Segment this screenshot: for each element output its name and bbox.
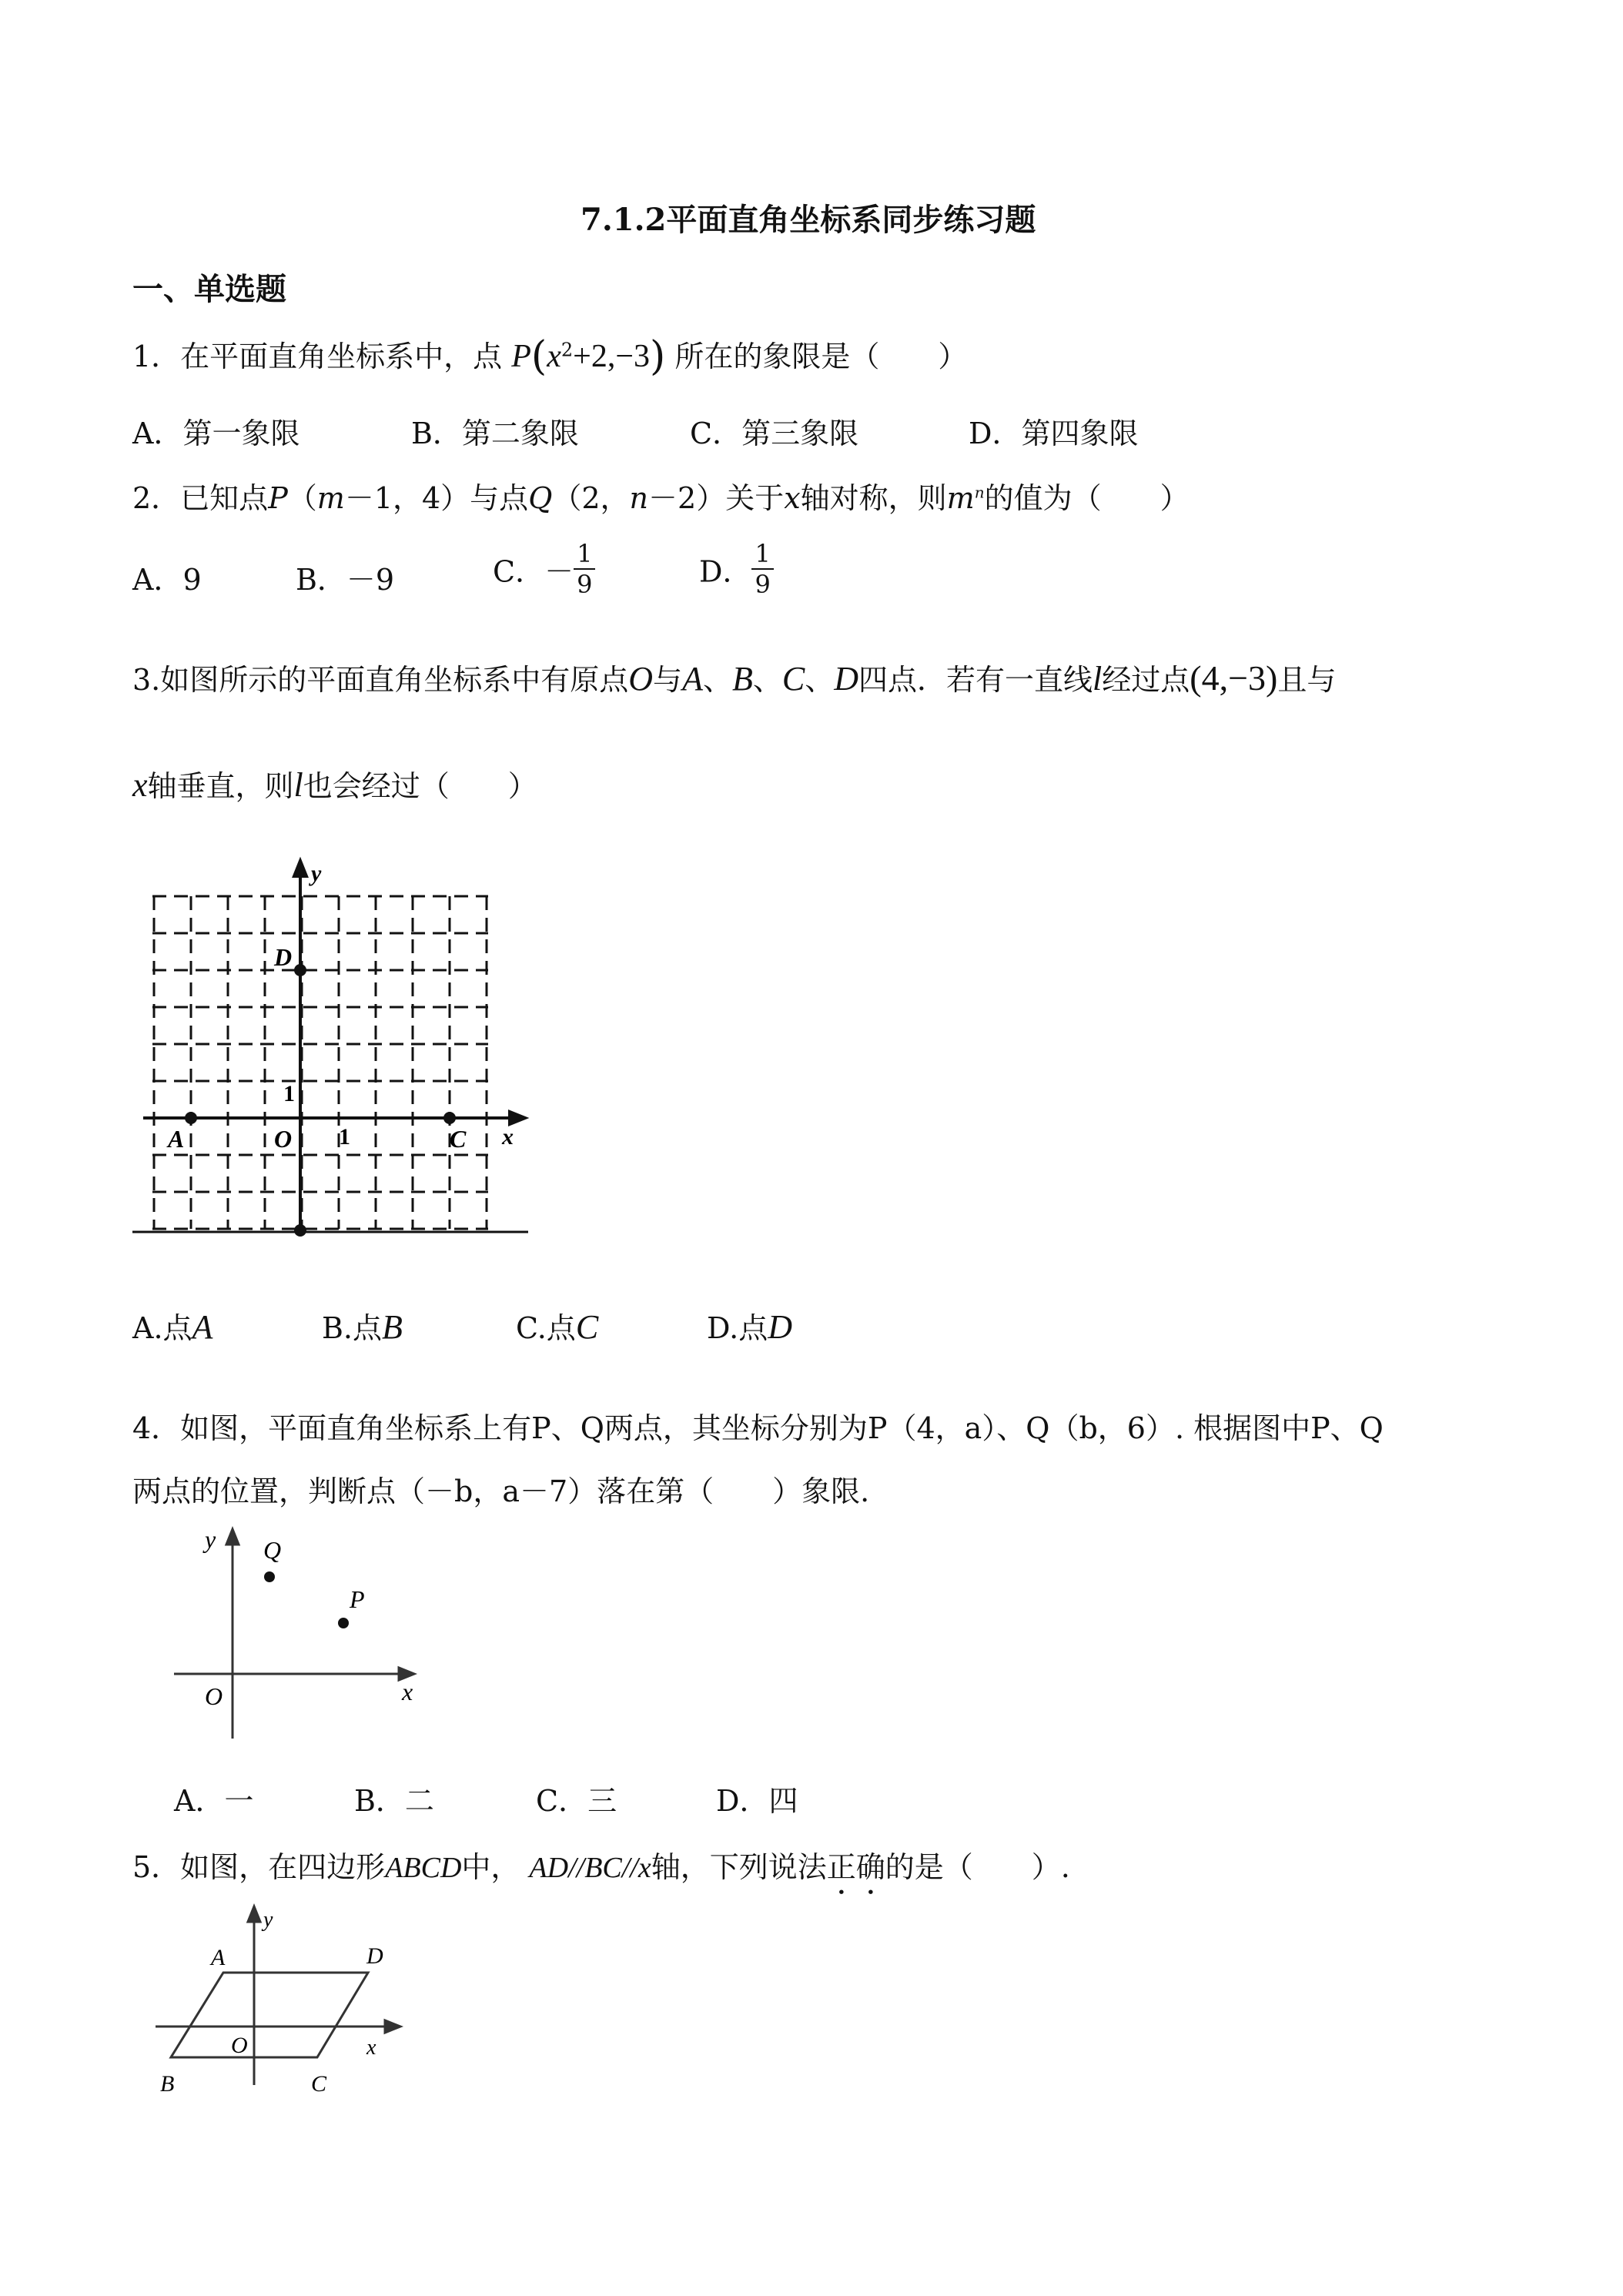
q2-c-denominator: 9 — [577, 570, 593, 599]
q1-point-label: P — [511, 339, 531, 374]
q2-n: n — [629, 481, 649, 515]
q5-label-o: O — [231, 2033, 248, 2058]
q3-label-y: y — [311, 861, 322, 886]
q5-text-2: 中， — [461, 1850, 520, 1884]
q2-option-c[interactable] — [493, 539, 595, 599]
q1-option-b[interactable]: B．第二象限 — [411, 417, 579, 450]
q2-option-d-label: D． — [699, 554, 752, 589]
q3-label-c: C — [450, 1125, 467, 1153]
q3-option-c[interactable] — [516, 1304, 598, 1347]
q3-point-c — [443, 1112, 456, 1124]
q2-m-base: m — [946, 481, 975, 515]
q4-point-q — [264, 1571, 275, 1582]
q3-grid-figure — [123, 855, 539, 1240]
q2-text-1: 2．已知点 — [132, 481, 269, 515]
q3-B: B — [731, 660, 753, 698]
q5-label-a: A — [211, 1945, 226, 1970]
q3-point-origin-bottom — [294, 1224, 306, 1237]
q5-shape: ABCD — [385, 1852, 462, 1884]
q1-rest: +2,−3 — [573, 339, 651, 374]
q3-grid-lines — [152, 896, 488, 1229]
q3-axes — [143, 861, 525, 1232]
question-5 — [132, 1843, 1070, 1901]
q3-option-a[interactable] — [132, 1304, 212, 1347]
q3-label-x: x — [502, 1124, 514, 1150]
q2-text-4: （2， — [552, 481, 630, 515]
q5-figure — [146, 1900, 423, 2100]
q2-Q: Q — [528, 481, 553, 515]
q3-text-5: 且与 — [1277, 663, 1337, 697]
question-4-line-2: 两点的位置，判断点（－b，a－7）落在第（ ）象限. — [132, 1474, 870, 1508]
q2-option-d-fraction — [751, 539, 773, 599]
question-2 — [132, 474, 1190, 517]
q4-label-q: Q — [263, 1536, 282, 1564]
q4-point-p — [338, 1618, 349, 1628]
q2-text-2: （ — [287, 481, 317, 515]
q3-label-d: D — [274, 943, 293, 971]
section-heading: 一、单选题 — [132, 271, 286, 307]
q1-prefix: 1．在平面直角坐标系中，点 — [132, 340, 512, 373]
q3-D: D — [834, 660, 859, 698]
q5-label-y: y — [263, 1908, 273, 1932]
question-3-line-2 — [132, 762, 537, 805]
q2-option-c-fraction — [574, 539, 595, 599]
q5-label-x: x — [366, 2036, 376, 2060]
q1-option-d[interactable]: D．第四象限 — [969, 417, 1139, 450]
q1-option-a[interactable]: A．第一象限 — [132, 417, 300, 450]
q2-n-exponent: n — [974, 483, 985, 502]
q3-label-a: A — [168, 1125, 185, 1153]
q2-text-7: 的值为（ ） — [984, 481, 1190, 515]
q2-x: x — [784, 481, 801, 515]
q3-point-d — [294, 964, 306, 976]
q4-label-o: O — [205, 1682, 223, 1710]
q2-d-denominator: 9 — [755, 570, 771, 599]
q3-sep-3: 、 — [805, 663, 835, 697]
q3-text-3: 四点．若有一直线 — [858, 663, 1093, 697]
q3-l: l — [1093, 660, 1103, 698]
q5-text-4: 的是（ ）. — [885, 1850, 1070, 1884]
q3-text-4: 经过点 — [1102, 663, 1190, 697]
q3-option-b-var: B — [382, 1308, 403, 1346]
q3-option-d[interactable] — [707, 1304, 792, 1347]
q1-close-paren: ) — [650, 333, 666, 380]
q2-P: P — [268, 481, 288, 515]
q3-option-b-label: B.点 — [322, 1311, 383, 1345]
page-title: 7.1.2平面直角坐标系同步练习题 — [581, 202, 1036, 238]
q3-O: O — [628, 660, 654, 698]
q2-text-5: －2）关于 — [648, 481, 785, 515]
q5-emphasis: 正确 — [826, 1850, 885, 1884]
q3-option-c-label: C.点 — [516, 1311, 576, 1345]
q2-option-b[interactable]: B．－9 — [296, 563, 395, 597]
q5-condition: AD//BC//x — [529, 1852, 651, 1884]
q5-parallelogram — [171, 1973, 368, 2057]
q3-option-c-var: C — [575, 1308, 599, 1346]
q1-x: x — [547, 339, 561, 374]
q4-option-a[interactable]: A．一 — [174, 1784, 254, 1818]
q2-option-c-label: C．－ — [493, 554, 574, 589]
q5-text-3: 轴，下列说法 — [651, 1850, 827, 1884]
q4-label-p: P — [350, 1585, 365, 1613]
q1-open-paren: ( — [530, 333, 547, 380]
q2-text-3: －1，4）与点 — [344, 481, 529, 515]
q5-label-c: C — [311, 2071, 327, 2097]
q3-l-2: l — [293, 766, 303, 804]
q3-sep-2: 、 — [752, 663, 782, 697]
q2-m: m — [316, 481, 345, 515]
q2-option-d[interactable] — [699, 539, 774, 599]
q3-point-a — [185, 1112, 197, 1124]
q3-option-a-label: A.点 — [132, 1311, 192, 1345]
q3-text-1: 3.如图所示的平面直角坐标系中有原点 — [132, 663, 629, 697]
q3-label-1-y: 1 — [283, 1081, 295, 1106]
q3-sep-1: 、 — [702, 663, 732, 697]
question-4-line-1: 4．如图，平面直角坐标系上有P、Q两点，其坐标分别为P（4，a）、Q（b，6）. 根据图中P、Q — [132, 1411, 1384, 1445]
q3-option-a-var: A — [192, 1308, 213, 1346]
q3-option-d-label: D.点 — [707, 1311, 768, 1345]
q3-A: A — [682, 660, 703, 698]
q1-option-c[interactable]: C．第三象限 — [690, 417, 859, 450]
q3-point: (4,−3) — [1190, 658, 1278, 698]
q5-label-d: D — [366, 1943, 383, 1969]
q5-label-b: B — [160, 2071, 175, 2097]
q3-label-1-x: 1 — [339, 1124, 350, 1150]
q4-option-d[interactable]: D．四 — [716, 1784, 798, 1818]
question-1 — [132, 333, 967, 380]
q3-C: C — [781, 660, 805, 698]
q2-d-numerator: 1 — [751, 539, 773, 570]
q4-figure — [162, 1521, 439, 1752]
q3-x: x — [132, 766, 148, 804]
q3-text-7: 也会经过（ ） — [303, 769, 537, 803]
q1-suffix: 所在的象限是（ ） — [665, 340, 968, 373]
q1-exponent: 2 — [561, 339, 574, 361]
q4-option-c[interactable]: C．三 — [536, 1784, 617, 1818]
q2-c-numerator: 1 — [574, 539, 595, 570]
question-3-line-1 — [132, 656, 1336, 698]
q3-text-2: 与 — [653, 663, 683, 697]
q5-text-1: 5．如图，在四边形 — [132, 1850, 386, 1884]
q4-label-x: x — [402, 1678, 413, 1705]
q3-option-d-var: D — [768, 1308, 792, 1346]
q3-text-6: 轴垂直，则 — [147, 769, 294, 803]
q4-label-y: y — [205, 1525, 216, 1553]
q3-option-b[interactable] — [322, 1304, 403, 1347]
q2-option-a[interactable]: A．9 — [132, 563, 202, 597]
q4-option-b[interactable]: B．二 — [354, 1784, 434, 1818]
q3-label-o: O — [274, 1125, 293, 1153]
q2-text-6: 轴对称，则 — [800, 481, 947, 515]
